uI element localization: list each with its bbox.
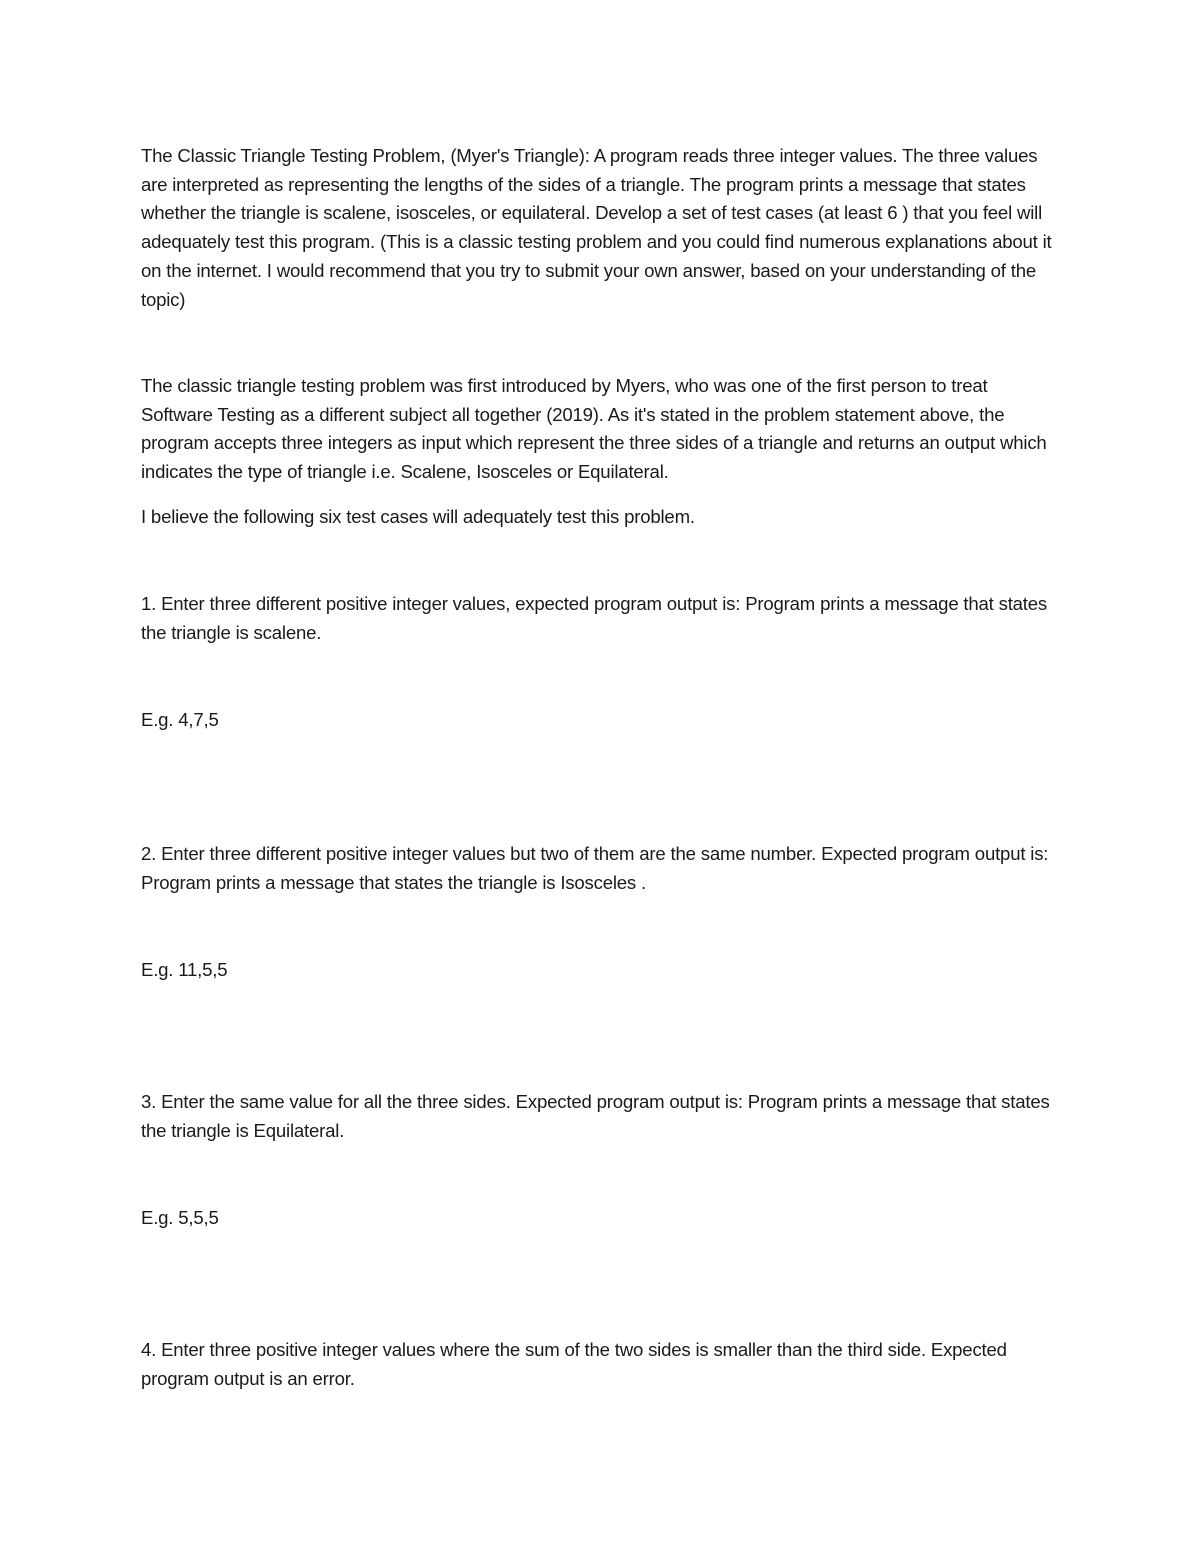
test-cases-intro-paragraph: I believe the following six test cases will adequately test this problem. [141, 506, 695, 527]
test-case-1-description: 1. Enter three different positive integer values, expected program output is: Program prints a message that states the triangle is scalene. [141, 593, 1048, 643]
test-case-2-description: 2. Enter three different positive integer values but two of them are the same number. Expected program output is: Program prints a message that states the triangle is Isosceles . [141, 843, 1049, 893]
test-case-3-example: E.g. 5,5,5 [141, 1207, 219, 1228]
test-case-4-description: 4. Enter three positive integer values where the sum of the two sides is smaller than the third side. Expected program output is an error. [141, 1339, 1007, 1389]
introduction-paragraph: The classic triangle testing problem was first introduced by Myers, who was one of the first person to treat Software Testing as a different subject all together (2019). As it's stated in the problem statement above, the program accepts three integers as input which represent the three sides of a triangle and returns an output which indicates the type of triangle i.e. Scalene, Isosceles or Equilateral. [141, 375, 1047, 483]
test-case-1-example: E.g. 4,7,5 [141, 709, 219, 730]
test-case-3-description: 3. Enter the same value for all the three sides. Expected program output is: Program prints a message that states the triangle is Equilateral. [141, 1091, 1050, 1141]
problem-statement-paragraph: The Classic Triangle Testing Problem, (Myer's Triangle): A program reads three integer values. The three values are interpreted as representing the lengths of the sides of a triangle. The program prints a message that states whether the triangle is scalene, isosceles, or equilateral. Develop a set of test cases (at least 6 ) that you feel will adequately test this program. (This is a classic testing problem and you could find numerous explanations about it on the internet. I would recommend that you try to submit your own answer, based on your understanding of the topic) [141, 145, 1052, 310]
test-case-2-example: E.g. 11,5,5 [141, 959, 228, 980]
